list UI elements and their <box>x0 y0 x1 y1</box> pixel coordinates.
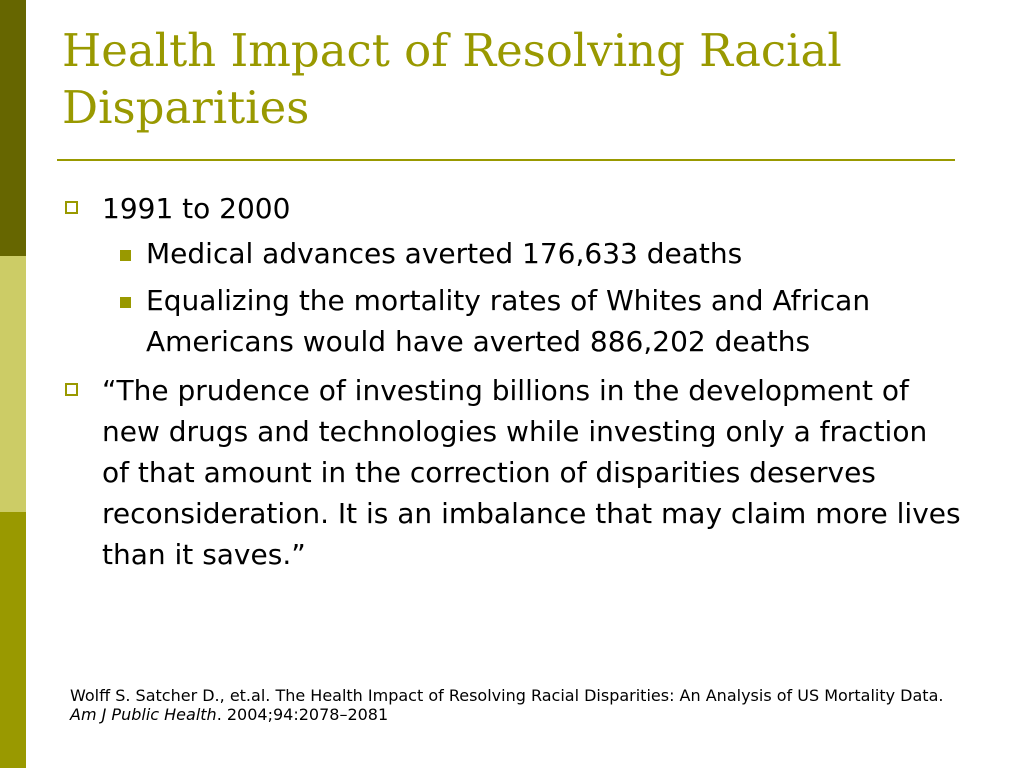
hollow-square-bullet-icon <box>65 201 78 214</box>
sub-bullet-text: Medical advances averted 176,633 deaths <box>146 237 743 270</box>
filled-square-bullet-icon <box>120 250 131 261</box>
quote-text: “The prudence of investing billions in the development of new drugs and technologies while investing only a fraction of that amount in the correction of disparities deserves reconsideration. It is an imbalance that may claim more lives than it saves.” <box>102 374 961 571</box>
bullet-item <box>62 370 972 575</box>
citation <box>70 686 950 724</box>
sub-bullet-item <box>62 280 972 362</box>
bullet-item <box>62 188 972 229</box>
bullet-text: 1991 to 2000 <box>102 192 291 225</box>
bullet-list <box>62 188 972 575</box>
sidebar-band-bottom <box>0 512 26 768</box>
filled-square-bullet-icon <box>120 297 131 308</box>
sub-bullet-text: Equalizing the mortality rates of Whites and African Americans would have averted 886,202 deaths <box>146 284 871 358</box>
title-divider <box>57 159 955 161</box>
sidebar-band-top <box>0 0 26 256</box>
journal-name: Am J Public Health <box>70 705 217 724</box>
sub-bullet-item <box>62 233 972 274</box>
citation-details: . 2004;94:2078–2081 <box>216 705 389 724</box>
citation-text: Wolff S. Satcher D., et.al. The Health Impact of Resolving Racial Disparities: An Analysis of US Mortality Data. <box>70 686 944 705</box>
slide-title: Health Impact of Resolving Racial Disparities <box>62 24 842 134</box>
sidebar-band-middle <box>0 256 26 512</box>
hollow-square-bullet-icon <box>65 383 78 396</box>
